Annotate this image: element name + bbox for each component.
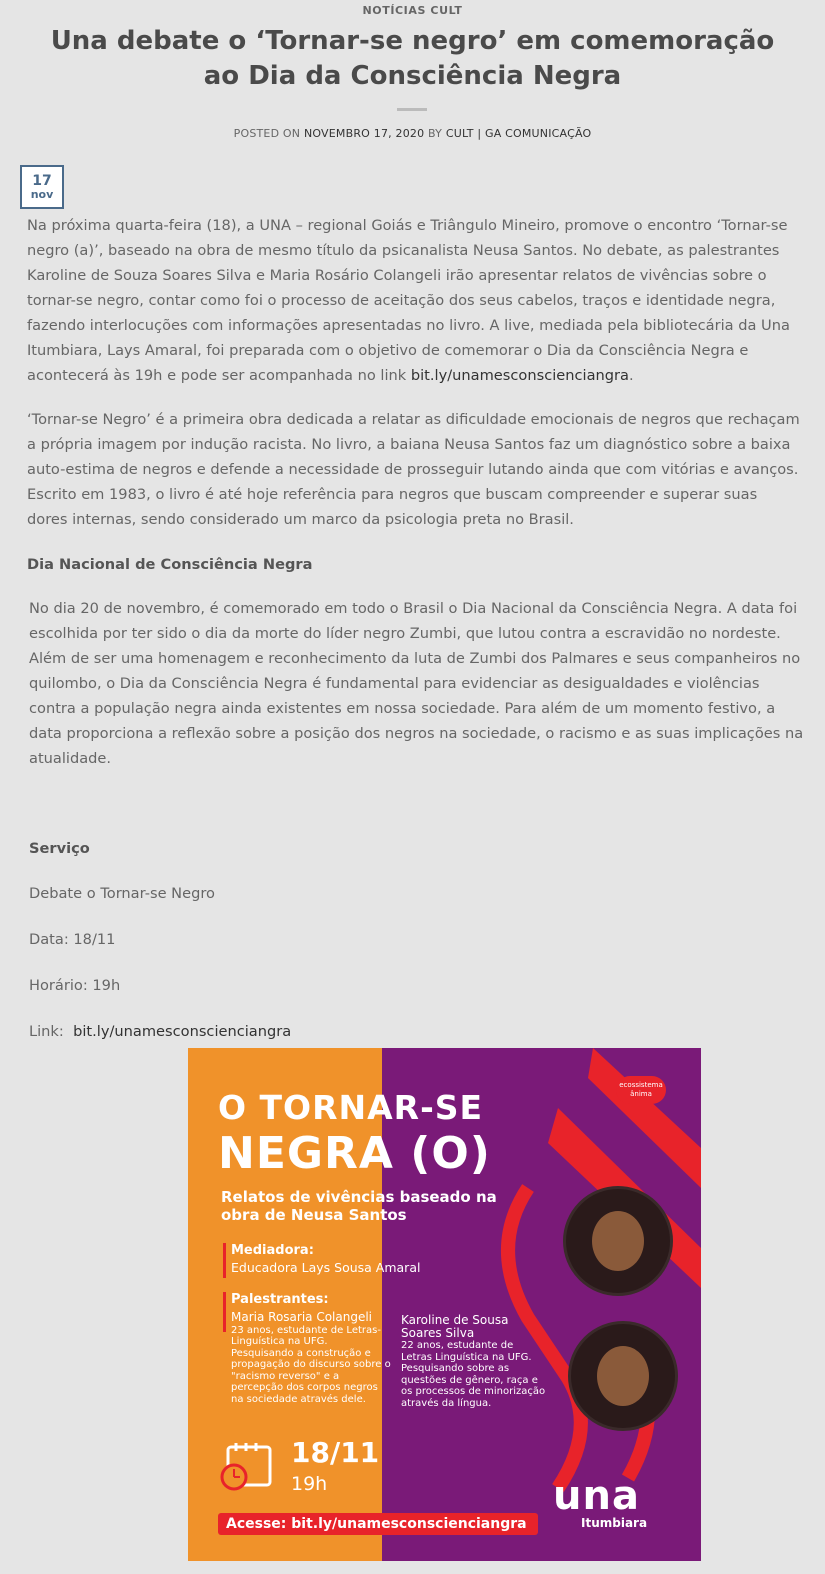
author-link[interactable]: CULT | GA COMUNICAÇÃO (445, 127, 592, 140)
speaker2-block (401, 1315, 546, 1409)
post-title: Una debate o ‘Tornar-se negro’ em comemoração ao Dia da Consciência Negra (50, 26, 775, 91)
live-link[interactable]: bit.ly/unamesconscienciangra (410, 367, 629, 384)
post-date-link[interactable]: NOVEMBRO 17, 2020 (303, 127, 425, 140)
poster-title-line2: NEGRA (O) (218, 1128, 491, 1179)
speaker1-name: Maria Rosaria Colangeli (231, 1310, 373, 1324)
poster-hour: 19h (291, 1473, 328, 1495)
speakers-bar (223, 1292, 226, 1332)
service-link[interactable]: bit.ly/unamesconscienciangra (73, 1023, 292, 1040)
section-heading: Dia Nacional de Consciência Negra (27, 556, 313, 573)
post-meta (0, 127, 825, 140)
poster-title-line1: O TORNAR-SE (218, 1088, 484, 1127)
mediator-bar (223, 1243, 226, 1278)
mediator-name: Educadora Lays Sousa Amaral (231, 1260, 421, 1275)
service-event: Debate o Tornar-se Negro (29, 885, 215, 902)
service-link-row (29, 1023, 291, 1040)
poster-date: 18/11 (291, 1436, 380, 1469)
poster-subtitle: Relatos de vivências baseado na obra de Neusa Santos (221, 1188, 497, 1224)
paragraph-1-text: Na próxima quarta-feira (18), a UNA – regional Goiás e Triângulo Mineiro, promove o encontro ‘Tornar-se negro (a)’, baseado na obra de mesmo título da psicanalista Neusa Santos. No debate, as palestrantes Karoline de Souza Soares Silva e Maria Rosário Colangeli irão apresentar relatos de vivências sobre o tornar-se negro, contar como foi o processo de aceitação dos seus cabelos, traços e identidade negra, fazendo interlocuções com informações apresentadas no livro. A live, mediada pela bibliotecária da Una Itumbiara, Lays Amaral, foi preparada com o objetivo de comemorar o Dia da Consciência Negra e acontecerá às 19h e pode ser acompanhada no link (27, 217, 790, 384)
speaker1-block (231, 1312, 391, 1405)
anima-badge: ecossistema ânima (616, 1076, 666, 1104)
calendar-clock-icon (218, 1441, 278, 1493)
avatar-speaker-1 (563, 1186, 673, 1296)
date-badge-day: 17 (32, 173, 52, 189)
service-time: Horário: 19h (29, 977, 121, 994)
una-logo: una (553, 1473, 640, 1519)
poster-access-link: Acesse: bit.ly/unamesconscienciangra (218, 1513, 538, 1535)
mediator-label: Mediadora: (231, 1243, 314, 1258)
date-badge (20, 165, 64, 209)
una-city: Itumbiara (581, 1516, 648, 1530)
speaker2-desc: 22 anos, estudante de Letras Linguística na UFG. Pesquisando sobre as questões de gênero, raça e os processos de minorização através da língua. (401, 1340, 546, 1409)
date-badge-month: nov (30, 188, 54, 201)
speaker2-name: Karoline de Sousa Soares Silva (401, 1313, 509, 1340)
posted-on-label: POSTED ON (233, 127, 301, 140)
article-paragraph-3: No dia 20 de novembro, é comemorado em todo o Brasil o Dia Nacional da Consciência Negra. A data foi escolhida por ter sido o dia da morte do líder negro Zumbi, que lutou contra a escravidão no nordeste. Além de ser uma homenagem e reconhecimento da luta de Zumbi dos Palmares e seus companheiros no quilombo, o Dia da Consciência Negra é fundamental para evidenciar as desigualdades e violências contra a população negra ainda existentes em nossa sociedade. Para além de um momento festivo, a data proporciona a reflexão sobre a posição dos negros na sociedade, o racismo e as suas implicações na atualidade. (29, 600, 804, 767)
article-paragraph-2: ‘Tornar-se Negro’ é a primeira obra dedicada a relatar as dificuldade emocionais de negros que rechaçam a própria imagem por indução racista. No livro, a baiana Neusa Santos faz um diagnóstico sobre a baixa auto-estima de negros e defende a necessidade de prosseguir lutando ainda que com vitórias e avanços. Escrito em 1983, o livro é até hoje referência para negros que buscam compreender e superar suas dores internas, sendo considerado um marco da psicologia preta no Brasil. (27, 411, 800, 528)
post-category[interactable]: NOTÍCIAS CULT (362, 4, 463, 17)
title-divider (397, 108, 427, 111)
article-paragraph-1: Na próxima quarta-feira (18), a UNA – regional Goiás e Triângulo Mineiro, promove o encontro ‘Tornar-se negro (a)’, baseado na obra de mesmo título da psicanalista Neusa Santos. No debate, as palestrantes Karoline de Souza Soares Silva e Maria Rosário Colangeli irão apresentar relatos de vivências sobre o tornar-se negro, contar como foi o processo de aceitação dos seus cabelos, traços e identidade negra, fazendo interlocuções com informações apresentadas no livro. A live, mediada pela bibliotecária da Una Itumbiara, Lays Amaral, foi preparada com o objetivo de comemorar o Dia da Consciência Negra e acontecerá às 19h e pode ser acompanhada no link bit.ly/unamesconscienciangra. (27, 217, 790, 384)
speaker1-desc: 23 anos, estudante de Letras-Linguística na UFG. Pesquisando a construção e propagação do discurso sobre o "racismo reverso" e a percepção dos corpos negros na sociedade através dele. (231, 1324, 391, 1405)
service-heading: Serviço (29, 840, 90, 857)
speakers-label: Palestrantes: (231, 1292, 329, 1307)
service-date: Data: 18/11 (29, 931, 116, 948)
event-poster (188, 1048, 701, 1561)
by-label: BY (428, 127, 443, 140)
avatar-speaker-2 (568, 1321, 678, 1431)
service-link-label: Link: (29, 1023, 64, 1040)
